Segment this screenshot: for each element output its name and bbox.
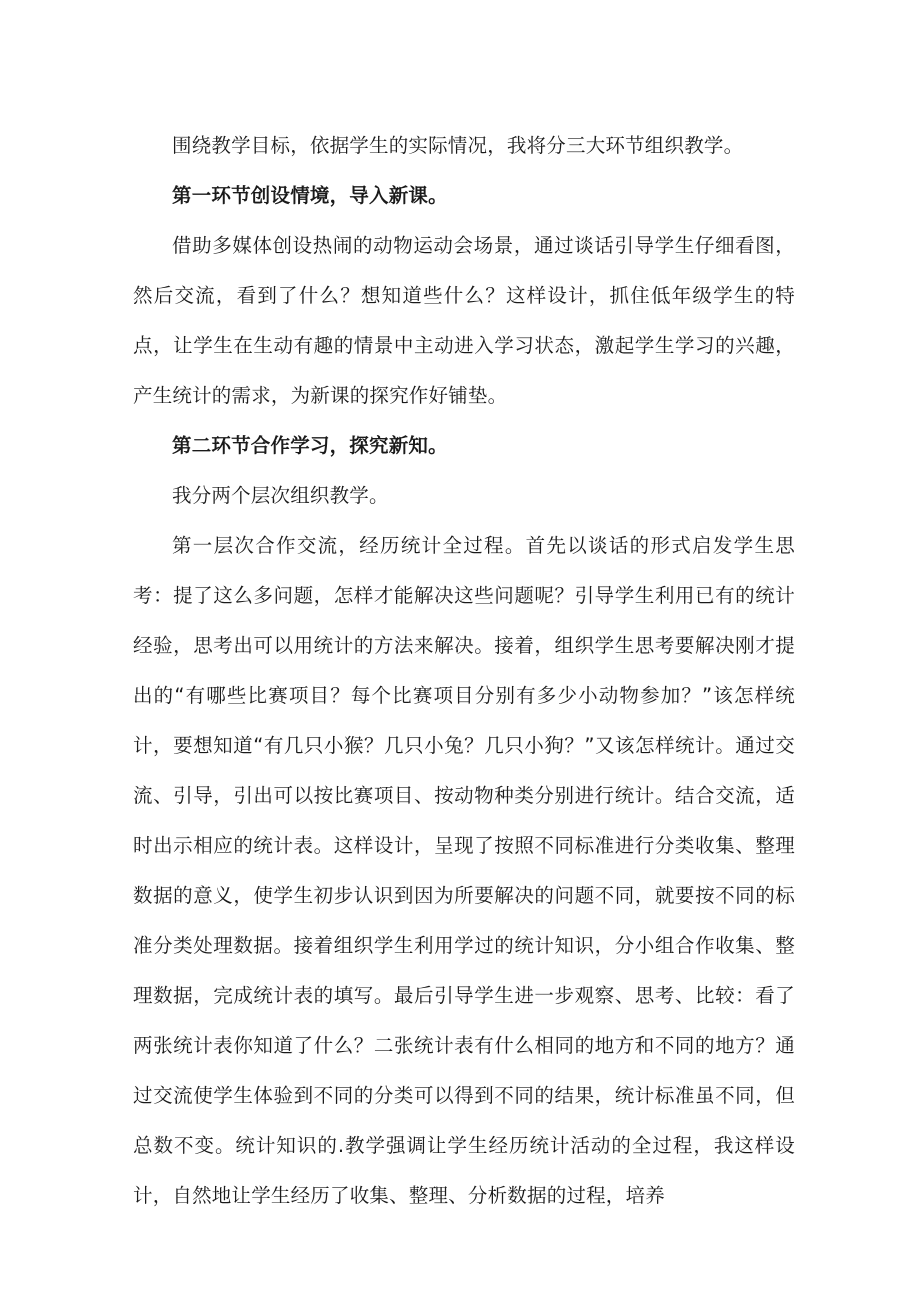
paragraph-level-1: 第一层次合作交流，经历统计全过程。首先以谈话的形式启发学生思考：提了这么多问题，怎样才能解决这些问题呢？引导学生利用已有的统计经验，思考出可以用统计的方法来解决。接着，组织学生思考要解决刚才提出的“有哪些比赛项目？每个比赛项目分别有多少小动物参加？”该怎样统计，要想知道“有几只小猴？几只小兔？几只小狗？”又该怎样统计。通过交流、引导，引出可以按比赛项目、按动物种类分别进行统计。结合交流，适时出示相应的统计表。这样设计，呈现了按照不同标准进行分类收集、整理数据的意义，使学生初步认识到因为所要解决的问题不同，就要按不同的标准分类处理数据。接着组织学生利用学过的统计知识，分小组合作收集、整理数据，完成统计表的填写。最后引导学生进一步观察、思考、比较：看了两张统计表你知道了什么？二张统计表有什么相同的地方和不同的地方？通过交流使学生体验到不同的分类可以得到不同的结果，统计标准虽不同，但总数不变。统计知识的.教学强调让学生经历统计活动的全过程，我这样设计，自然地让学生经历了收集、整理、分析数据的过程，培养: [133, 534, 795, 1207]
paragraph-intro: 围绕教学目标，依据学生的实际情况，我将分三大环节组织教学。: [172, 134, 744, 157]
heading-section-2: 第二环节合作学习，探究新知。: [172, 434, 448, 457]
paragraph-section-1-body: 借助多媒体创设热闹的动物运动会场景，通过谈话引导学生仔细看图，然后交流，看到了什么？想知道些什么？这样设计，抓住低年级学生的特点，让学生在生动有趣的情景中主动进入学习状态，激起学生学习的兴趣，产生统计的需求，为新课的探究作好铺垫。: [133, 234, 795, 407]
document-page: [133, 121, 795, 1221]
paragraph-section-2-intro: 我分两个层次组织教学。: [172, 484, 389, 507]
heading-section-1: 第一环节创设情境，导入新课。: [172, 184, 448, 207]
